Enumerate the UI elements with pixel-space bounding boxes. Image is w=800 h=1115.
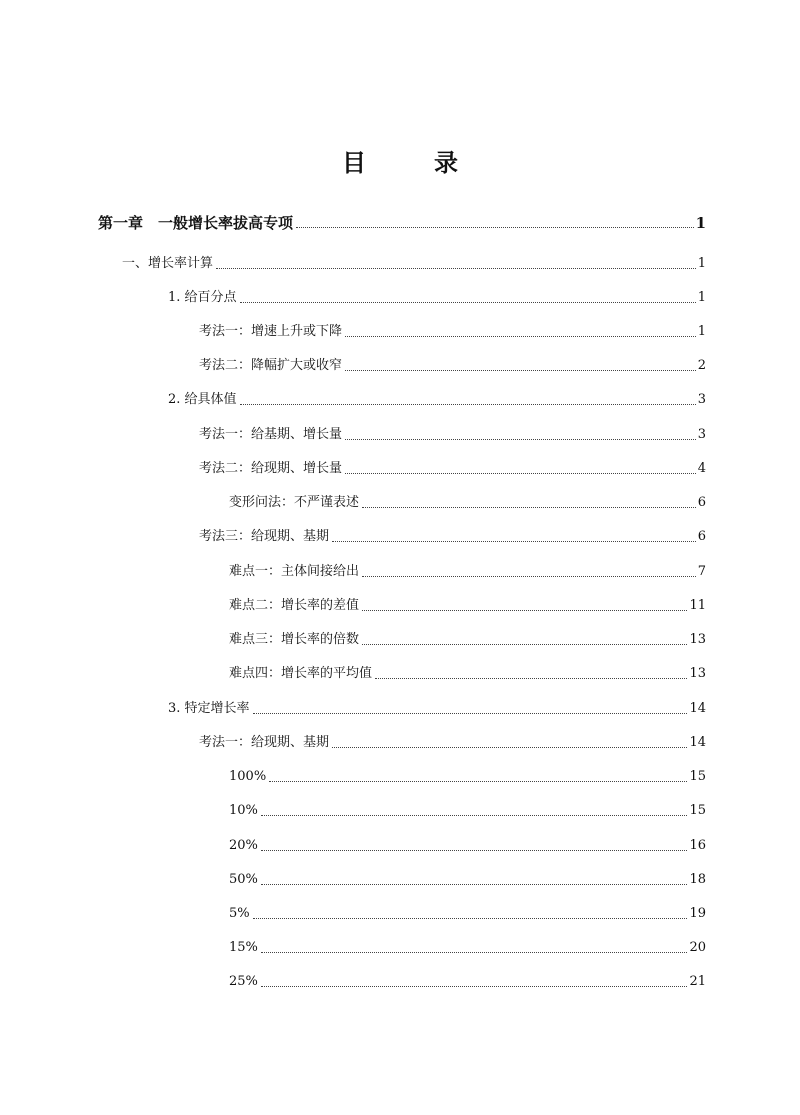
toc-entry-label: 难点一：主体间接给出 bbox=[229, 564, 360, 579]
toc-entry-label: 考法一：给基期、增长量 bbox=[199, 427, 343, 442]
dot-leader bbox=[253, 713, 688, 714]
toc-entry-difficulty[interactable] bbox=[229, 627, 706, 649]
dot-leader bbox=[269, 781, 687, 782]
dot-leader bbox=[362, 644, 687, 645]
toc-entry-rate[interactable] bbox=[229, 935, 706, 957]
toc-entry-difficulty[interactable] bbox=[229, 559, 706, 581]
toc-entry-label: 考法三：给现期、基期 bbox=[199, 529, 330, 544]
toc-entry-label: 100% bbox=[229, 769, 267, 784]
toc-entry-method[interactable] bbox=[199, 353, 706, 375]
toc-entry-label: 考法二：给现期、增长量 bbox=[199, 461, 343, 476]
toc-entry-difficulty[interactable] bbox=[229, 593, 706, 615]
toc-entry-page: 13 bbox=[689, 632, 706, 647]
toc-entry-label: 难点四：增长率的平均值 bbox=[229, 666, 373, 681]
toc-entry-page: 14 bbox=[689, 735, 706, 750]
toc-entry-label: 难点三：增长率的倍数 bbox=[229, 632, 360, 647]
toc-entry-page: 16 bbox=[689, 838, 706, 853]
toc-entry-page: 20 bbox=[689, 940, 706, 955]
dot-leader bbox=[362, 576, 696, 577]
toc-entry-label: 变形问法：不严谨表述 bbox=[229, 495, 360, 510]
toc-entry-page: 19 bbox=[689, 906, 706, 921]
toc-entry-page: 4 bbox=[697, 461, 706, 476]
toc-entry-label: 2. 给具体值 bbox=[168, 392, 237, 407]
toc-entry-label: 第一章 一般增长率拔高专项 bbox=[98, 214, 294, 232]
toc-entry-page: 1 bbox=[697, 324, 706, 339]
dot-leader bbox=[240, 302, 696, 303]
dot-leader bbox=[345, 439, 696, 440]
toc-entry-label: 50% bbox=[229, 872, 258, 887]
page-title: 目 录 bbox=[342, 149, 480, 177]
toc-entry-label: 考法一：增速上升或下降 bbox=[199, 324, 343, 339]
toc-entry-label: 一、增长率计算 bbox=[122, 256, 214, 271]
toc-entry-page: 2 bbox=[697, 358, 706, 373]
toc-entry-page: 14 bbox=[689, 701, 706, 716]
toc-entry-page: 7 bbox=[697, 564, 706, 579]
dot-leader bbox=[375, 678, 687, 679]
toc-entry-label: 难点二：增长率的差值 bbox=[229, 598, 360, 613]
toc-entry-method[interactable] bbox=[199, 456, 706, 478]
toc-entry-label: 20% bbox=[229, 838, 258, 853]
toc-entry-section[interactable] bbox=[122, 251, 706, 273]
toc-entry-page: 21 bbox=[689, 974, 706, 989]
toc-entry-rate[interactable] bbox=[229, 867, 706, 889]
toc-entry-rate[interactable] bbox=[229, 969, 706, 991]
toc-entry-rate[interactable] bbox=[229, 901, 706, 923]
dot-leader bbox=[261, 884, 688, 885]
toc-entry-label: 10% bbox=[229, 803, 258, 818]
dot-leader bbox=[216, 268, 696, 269]
toc-entry-subsection[interactable] bbox=[168, 387, 706, 409]
toc-entry-label: 3. 特定增长率 bbox=[168, 701, 250, 716]
toc-entry-page: 15 bbox=[689, 803, 706, 818]
dot-leader bbox=[332, 747, 687, 748]
toc-entry-label: 15% bbox=[229, 940, 258, 955]
toc-entry-page: 18 bbox=[689, 872, 706, 887]
toc-entry-method[interactable] bbox=[199, 730, 706, 752]
toc-entry-page: 6 bbox=[697, 529, 706, 544]
toc-entry-method[interactable] bbox=[199, 422, 706, 444]
dot-leader bbox=[345, 473, 696, 474]
toc-entry-page: 1 bbox=[695, 214, 706, 232]
dot-leader bbox=[261, 815, 688, 816]
toc-entry-page: 11 bbox=[689, 598, 706, 613]
toc-entry-method[interactable] bbox=[199, 319, 706, 341]
toc-entry-rate[interactable] bbox=[229, 764, 706, 786]
toc-entry-page: 3 bbox=[697, 392, 706, 407]
toc-entry-page: 6 bbox=[697, 495, 706, 510]
toc-entry-label: 考法一：给现期、基期 bbox=[199, 735, 330, 750]
toc-entry-page: 1 bbox=[697, 290, 706, 305]
dot-leader bbox=[362, 610, 687, 611]
dot-leader bbox=[345, 336, 696, 337]
dot-leader bbox=[261, 850, 688, 851]
toc-entry-rate[interactable] bbox=[229, 833, 706, 855]
toc-entry-label: 5% bbox=[229, 906, 250, 921]
toc-entry-difficulty[interactable] bbox=[229, 661, 706, 683]
dot-leader bbox=[362, 507, 696, 508]
toc-entry-label: 考法二：降幅扩大或收窄 bbox=[199, 358, 343, 373]
toc-entry-variant[interactable] bbox=[229, 490, 706, 512]
dot-leader bbox=[296, 227, 694, 228]
toc-entry-page: 15 bbox=[689, 769, 706, 784]
dot-leader bbox=[345, 370, 696, 371]
dot-leader bbox=[240, 404, 696, 405]
dot-leader bbox=[253, 918, 688, 919]
dot-leader bbox=[261, 952, 688, 953]
toc-entry-label: 25% bbox=[229, 974, 258, 989]
toc-entry-page: 13 bbox=[689, 666, 706, 681]
toc-entry-chapter[interactable] bbox=[98, 210, 706, 232]
toc-entry-subsection[interactable] bbox=[168, 696, 706, 718]
toc-entry-label: 1. 给百分点 bbox=[168, 290, 237, 305]
toc-entry-page: 3 bbox=[697, 427, 706, 442]
toc-entry-subsection[interactable] bbox=[168, 285, 706, 307]
dot-leader bbox=[332, 541, 696, 542]
toc-entry-rate[interactable] bbox=[229, 798, 706, 820]
toc-entry-page: 1 bbox=[697, 256, 706, 271]
toc-entry-method[interactable] bbox=[199, 524, 706, 546]
dot-leader bbox=[261, 986, 688, 987]
